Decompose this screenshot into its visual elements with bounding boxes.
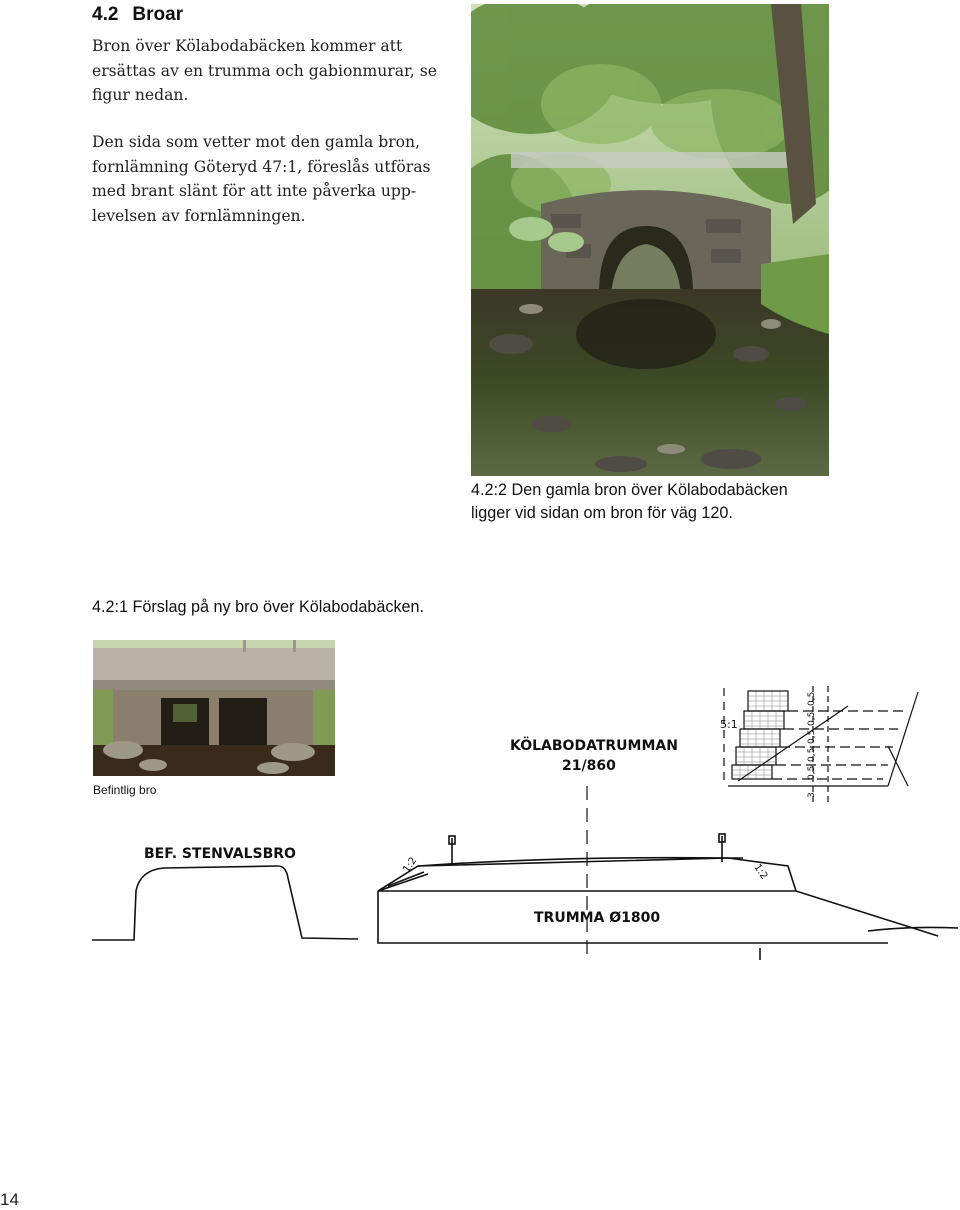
slope-left-label: 1:2 [401, 855, 420, 875]
existing-bridge-label: Befintlig bro [93, 783, 157, 797]
detail-dim-2: 0,5 [807, 711, 817, 726]
detail-dim-4: 0,5 [807, 747, 817, 762]
old-bridge-caption: 4.2:2 Den gamla bron över Kölabodabäcken ligger vid sidan om bron för väg 120. [471, 481, 788, 522]
detail-slope-label: 5:1 [720, 718, 738, 731]
detail-dim-bottom: 3 [807, 792, 817, 798]
section-heading [92, 4, 183, 26]
detail-dim-3: 0,5 [807, 729, 817, 744]
intro-paragraph: Bron över Kölabodabäcken kommer att ersättas av en trumma och gabionmurar, se figur nedan. [92, 37, 437, 104]
existing-bridge-drawing-label: BEF. STENVALSBRO [144, 846, 296, 862]
drawing-title-line1: KÖLABODATRUMMAN [510, 738, 678, 754]
heritage-paragraph: Den sida som vetter mot den gamla bron, fornlämning Göteryd 47:1, föreslås utföras med brant slänt för att inte påverka upp-levelsen av fornlämningen. [92, 133, 431, 225]
drawing-title-line2: 21/860 [562, 758, 616, 774]
page-number: 14 [0, 1190, 19, 1209]
section-number: 4.2 [92, 4, 119, 25]
detail-dim-5: 0,5 [807, 765, 817, 780]
culvert-label: TRUMMA Ø1800 [534, 910, 661, 926]
old-bridge-photo [471, 4, 829, 476]
slope-right-label: 1:2 [751, 862, 770, 882]
detail-dim-1: 0,5 [807, 691, 817, 706]
proposal-caption: 4.2:1 Förslag på ny bro över Kölabodabäcken. [92, 598, 425, 616]
culvert-section-drawing [88, 686, 960, 976]
section-title: Broar [132, 4, 184, 25]
